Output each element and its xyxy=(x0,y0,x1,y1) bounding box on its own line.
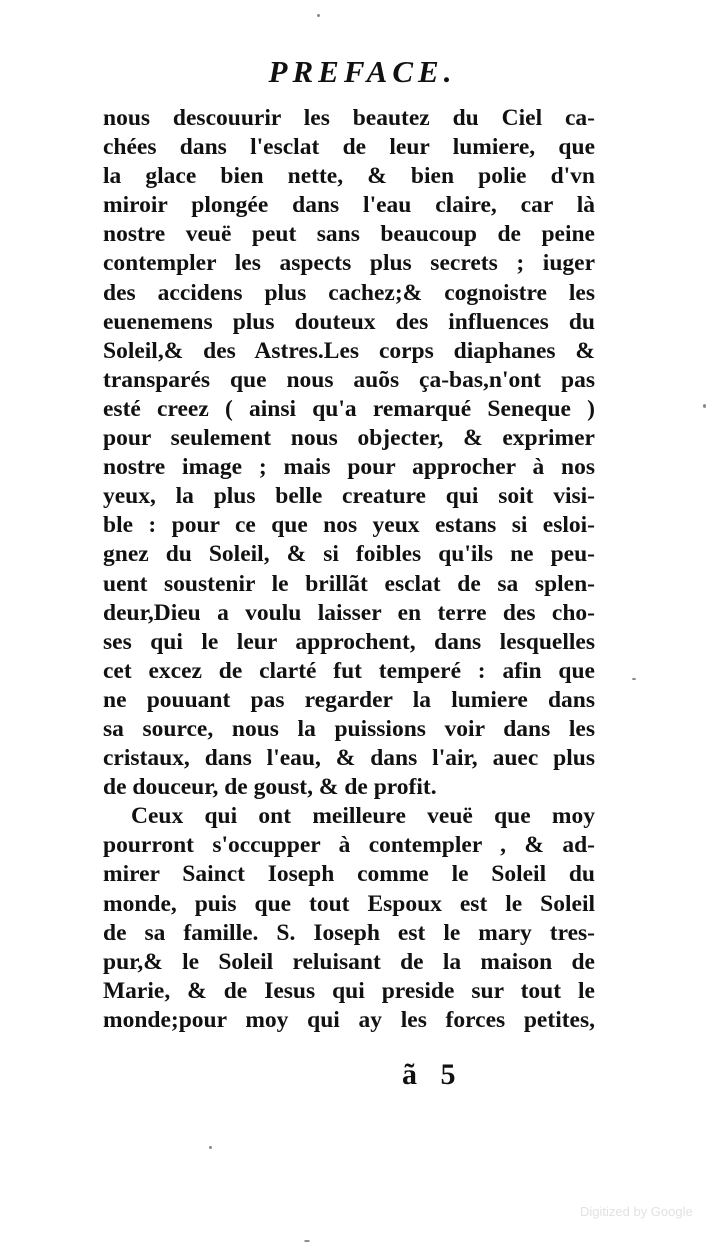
text-line: deur,Dieu a voulu laisser en terre des cho- xyxy=(103,599,595,626)
text-line: mirer Sainct Ioseph comme le Soleil du xyxy=(103,861,595,888)
text-line: pour seulement nous objecter, & exprimer xyxy=(103,425,595,452)
text-line: chées dans l'esclat de leur lumiere, que xyxy=(103,134,595,161)
text-line: sa source, nous la puissions voir dans les xyxy=(103,715,595,742)
body-text xyxy=(103,104,595,1035)
ink-speck xyxy=(304,1240,310,1242)
text-line: monde, puis que tout Espoux est le Soleil xyxy=(103,890,595,917)
text-line: euenemens plus douteux des influences du xyxy=(103,308,595,335)
watermark: Digitized by Google xyxy=(580,1204,693,1219)
text-line: uent soustenir le brillãt esclat de sa splen- xyxy=(103,570,595,597)
signature-mark: ã 5 xyxy=(402,1058,464,1091)
text-line: contempler les aspects plus secrets ; iuger xyxy=(103,250,595,277)
text-line: des accidens plus cachez;& cognoistre les xyxy=(103,279,595,306)
ink-speck xyxy=(632,678,636,680)
text-line: la glace bien nette, & bien polie d'vn xyxy=(103,163,595,190)
text-line: Ceux qui ont meilleure veuë que moy xyxy=(131,803,595,830)
text-line: pur,& le Soleil reluisant de la maison de xyxy=(103,948,595,975)
text-line: de douceur, de goust, & de profit. xyxy=(103,774,437,801)
text-line: ses qui le leur approchent, dans lesquelles xyxy=(103,628,595,655)
text-line: transparés que nous auõs ça-bas,n'ont pas xyxy=(103,366,595,393)
text-line: Soleil,& des Astres.Les corps diaphanes & xyxy=(103,337,595,364)
text-line: ne pouuant pas regarder la lumiere dans xyxy=(103,686,595,713)
text-line: de sa famille. S. Ioseph est le mary tres- xyxy=(103,919,595,946)
text-line: Marie, & de Iesus qui preside sur tout le xyxy=(103,977,595,1004)
text-line: pourront s'occupper à contempler , & ad- xyxy=(103,832,595,859)
ink-speck xyxy=(317,14,320,17)
text-line: gnez du Soleil, & si foibles qu'ils ne peu- xyxy=(103,541,595,568)
text-line: nostre veuë peut sans beaucoup de peine xyxy=(103,221,595,248)
text-line: miroir plongée dans l'eau claire, car là xyxy=(103,192,595,219)
ink-speck xyxy=(209,1146,212,1149)
text-line: nostre image ; mais pour approcher à nos xyxy=(103,454,595,481)
text-line: cet excez de clarté fut temperé : afin que xyxy=(103,657,595,684)
text-line: cristaux, dans l'eau, & dans l'air, auec plus xyxy=(103,745,595,772)
ink-speck xyxy=(703,404,706,408)
text-line: esté creez ( ainsi qu'a remarqué Seneque ) xyxy=(103,395,595,422)
text-line: yeux, la plus belle creature qui soit visi- xyxy=(103,483,595,510)
text-line: ble : pour ce que nos yeux estans si esloi- xyxy=(103,512,595,539)
text-line: nous descouurir les beautez du Ciel ca- xyxy=(103,105,595,131)
text-line: monde;pour moy qui ay les forces petites, xyxy=(103,1006,595,1033)
running-head: PREFACE. xyxy=(268,54,457,89)
